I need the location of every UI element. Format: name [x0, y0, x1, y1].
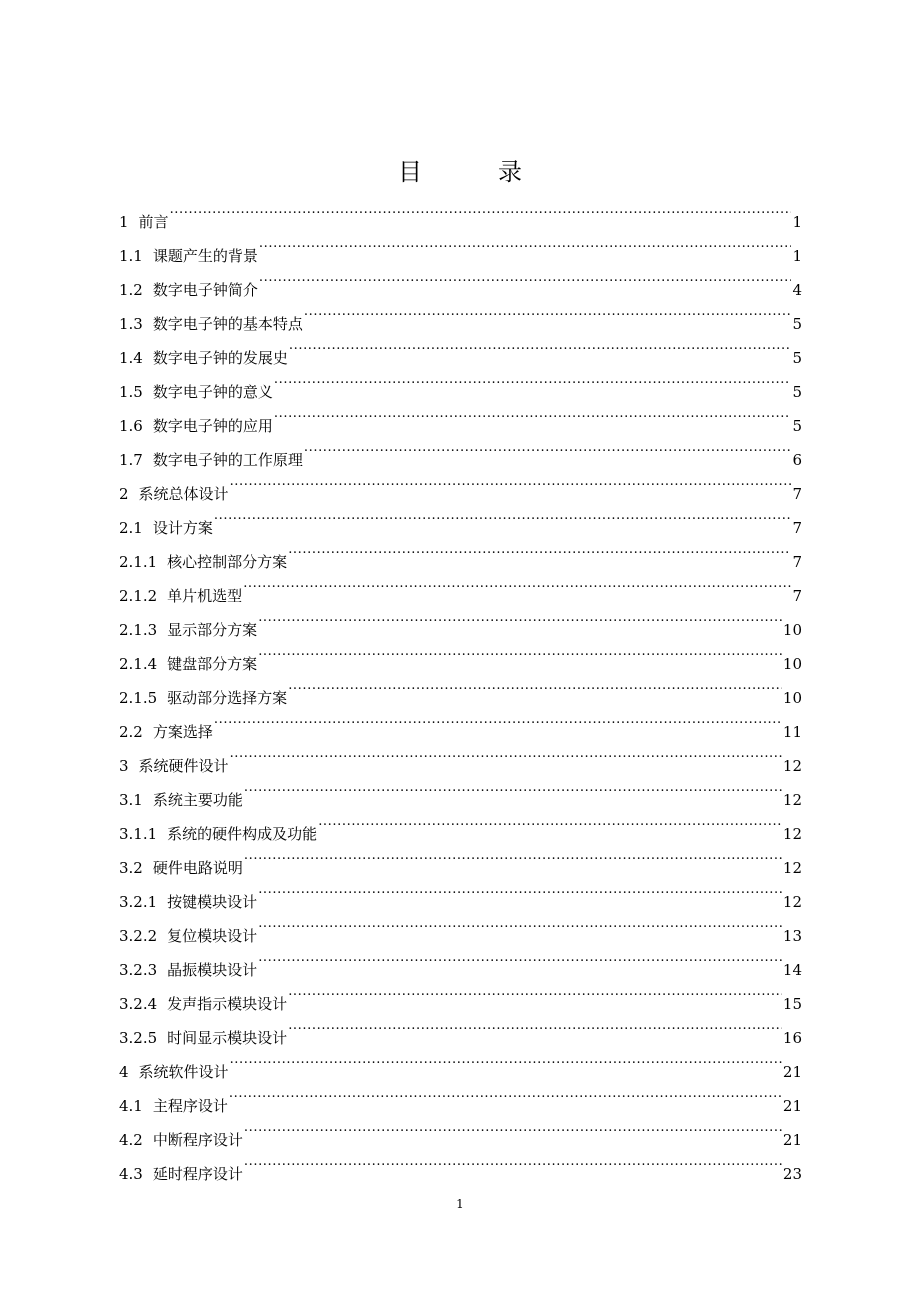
dot-leader — [318, 805, 782, 839]
toc-entry-page: 7 — [792, 519, 802, 537]
dot-leader — [258, 601, 782, 635]
toc-entry-title: 中断程序设计 — [152, 1131, 243, 1149]
dot-leader — [229, 1077, 782, 1111]
toc-entry-title: 数字电子钟的发展史 — [152, 349, 288, 367]
toc-entry-title: 时间显示模块设计 — [167, 1029, 288, 1047]
toc-entry-number: 2.1.5 — [119, 689, 158, 707]
toc-entry-number: 2 — [119, 485, 129, 503]
toc-entry-page: 1 — [792, 213, 802, 231]
toc-entry-title: 数字电子钟的意义 — [152, 383, 273, 401]
page-title: 目 录 — [398, 158, 548, 186]
toc-entry[interactable] — [119, 533, 802, 571]
toc-entry-title: 前言 — [138, 213, 169, 231]
page-number: 1 — [456, 1197, 464, 1211]
dot-leader — [258, 941, 782, 975]
toc-entry-page: 5 — [792, 315, 802, 333]
dot-leader — [288, 669, 782, 703]
toc-entry[interactable] — [119, 227, 802, 265]
toc-entry-page: 5 — [792, 417, 802, 435]
toc-entry-number: 1.1 — [119, 247, 143, 265]
toc-entry-number: 3.1.1 — [119, 825, 158, 843]
toc-entry-page: 12 — [782, 757, 802, 775]
toc-entry-number: 1 — [119, 213, 129, 231]
dot-leader — [244, 771, 782, 805]
dot-leader — [244, 1111, 782, 1145]
toc-entry-number: 1.2 — [119, 281, 143, 299]
dot-leader — [230, 737, 782, 771]
toc-entry-number: 3.2.3 — [119, 961, 158, 979]
toc-entry-title: 按键模块设计 — [167, 893, 258, 911]
toc-entry[interactable] — [119, 703, 802, 741]
toc-entry-page: 12 — [782, 791, 802, 809]
toc-entry-number: 2.1.4 — [119, 655, 158, 673]
toc-entry[interactable] — [119, 499, 802, 537]
toc-entry-title: 数字电子钟简介 — [152, 281, 258, 299]
toc-entry-title: 显示部分方案 — [167, 621, 258, 639]
toc-entry-title: 硬件电路说明 — [152, 859, 243, 877]
dot-leader — [289, 329, 792, 363]
toc-entry-page: 5 — [792, 349, 802, 367]
toc-entry-title: 发声指示模块设计 — [167, 995, 288, 1013]
toc-entry-number: 1.4 — [119, 349, 143, 367]
toc-entry-title: 数字电子钟的基本特点 — [152, 315, 303, 333]
dot-leader — [258, 635, 782, 669]
toc-entry-number: 4.2 — [119, 1131, 143, 1149]
toc-entry-page: 12 — [782, 825, 802, 843]
toc-entry-title: 系统总体设计 — [138, 485, 229, 503]
toc-entry-number: 2.1.2 — [119, 587, 158, 605]
toc-entry-title: 方案选择 — [152, 723, 213, 741]
dot-leader — [243, 567, 791, 601]
toc-entry-title: 驱动部分选择方案 — [167, 689, 288, 707]
dot-leader — [170, 193, 792, 227]
toc-entry-page: 11 — [782, 723, 802, 741]
toc-entry-page: 10 — [782, 621, 802, 639]
toc-entry-page: 21 — [782, 1131, 802, 1149]
toc-entry[interactable] — [119, 737, 802, 775]
toc-entry-page: 21 — [782, 1063, 802, 1081]
toc-entry-page: 7 — [792, 587, 802, 605]
toc-entry-page: 16 — [782, 1029, 802, 1047]
toc-entry-number: 2.1.1 — [119, 553, 158, 571]
toc-entry-page: 1 — [792, 247, 802, 265]
toc-entry-page: 12 — [782, 893, 802, 911]
toc-entry-title: 单片机选型 — [167, 587, 243, 605]
toc-entry-title: 主程序设计 — [152, 1097, 228, 1115]
toc-entry-number: 1.7 — [119, 451, 143, 469]
toc-entry-title: 课题产生的背景 — [152, 247, 258, 265]
toc-entry-page: 7 — [792, 553, 802, 571]
toc-entry-number: 3.2.2 — [119, 927, 158, 945]
toc-entry-title: 晶振模块设计 — [167, 961, 258, 979]
toc-entry-page: 14 — [782, 961, 802, 979]
dot-leader — [259, 227, 792, 261]
dot-leader — [230, 1043, 782, 1077]
toc-entry-number: 3 — [119, 757, 129, 775]
dot-leader — [288, 533, 791, 567]
dot-leader — [230, 465, 792, 499]
dot-leader — [244, 839, 782, 873]
toc-entry-number: 3.1 — [119, 791, 143, 809]
dot-leader — [214, 499, 792, 533]
toc-entry-number: 4.3 — [119, 1165, 143, 1183]
toc-entry-page: 10 — [782, 689, 802, 707]
dot-leader — [304, 295, 792, 329]
toc-entry-title: 系统的硬件构成及功能 — [167, 825, 318, 843]
dot-leader — [259, 261, 792, 295]
toc-entry-title: 键盘部分方案 — [167, 655, 258, 673]
toc-entry-title: 数字电子钟的应用 — [152, 417, 273, 435]
toc-entry-title: 核心控制部分方案 — [167, 553, 288, 571]
toc-entry-number: 3.2.4 — [119, 995, 158, 1013]
toc-entry-page: 13 — [782, 927, 802, 945]
dot-leader — [274, 363, 792, 397]
toc-entry-page: 23 — [782, 1165, 802, 1183]
toc-entry-title: 系统主要功能 — [152, 791, 243, 809]
toc-entry-title: 系统软件设计 — [138, 1063, 229, 1081]
toc-entry-number: 1.6 — [119, 417, 143, 435]
dot-leader — [288, 975, 782, 1009]
toc-entry[interactable] — [119, 193, 802, 231]
dot-leader — [258, 907, 782, 941]
toc-entry-title: 数字电子钟的工作原理 — [152, 451, 303, 469]
toc-entry-page: 7 — [792, 485, 802, 503]
toc-entry-title: 系统硬件设计 — [138, 757, 229, 775]
toc-entry-number: 2.1 — [119, 519, 143, 537]
toc-entry-number: 2.2 — [119, 723, 143, 741]
toc-entry-number: 4 — [119, 1063, 129, 1081]
dot-leader — [214, 703, 782, 737]
toc-entry-page: 5 — [792, 383, 802, 401]
toc-entry-number: 3.2.5 — [119, 1029, 158, 1047]
toc-entry-number: 3.2.1 — [119, 893, 158, 911]
toc-entry-title: 设计方案 — [152, 519, 213, 537]
toc-entry-title: 复位模块设计 — [167, 927, 258, 945]
toc-entry-number: 3.2 — [119, 859, 143, 877]
dot-leader — [304, 431, 792, 465]
toc-entry-page: 12 — [782, 859, 802, 877]
toc-entry-page: 10 — [782, 655, 802, 673]
dot-leader — [274, 397, 792, 431]
toc-entry-number: 1.5 — [119, 383, 143, 401]
toc-entry-number: 4.1 — [119, 1097, 143, 1115]
dot-leader — [288, 1009, 782, 1043]
dot-leader — [244, 1145, 782, 1179]
toc-entry-title: 延时程序设计 — [152, 1165, 243, 1183]
toc-entry-page: 6 — [792, 451, 802, 469]
toc-entry-page: 21 — [782, 1097, 802, 1115]
toc-entry-number: 1.3 — [119, 315, 143, 333]
dot-leader — [258, 873, 782, 907]
toc-entry-page: 15 — [782, 995, 802, 1013]
toc-entry-number: 2.1.3 — [119, 621, 158, 639]
toc-entry-page: 4 — [792, 281, 802, 299]
table-of-contents — [119, 193, 802, 1183]
